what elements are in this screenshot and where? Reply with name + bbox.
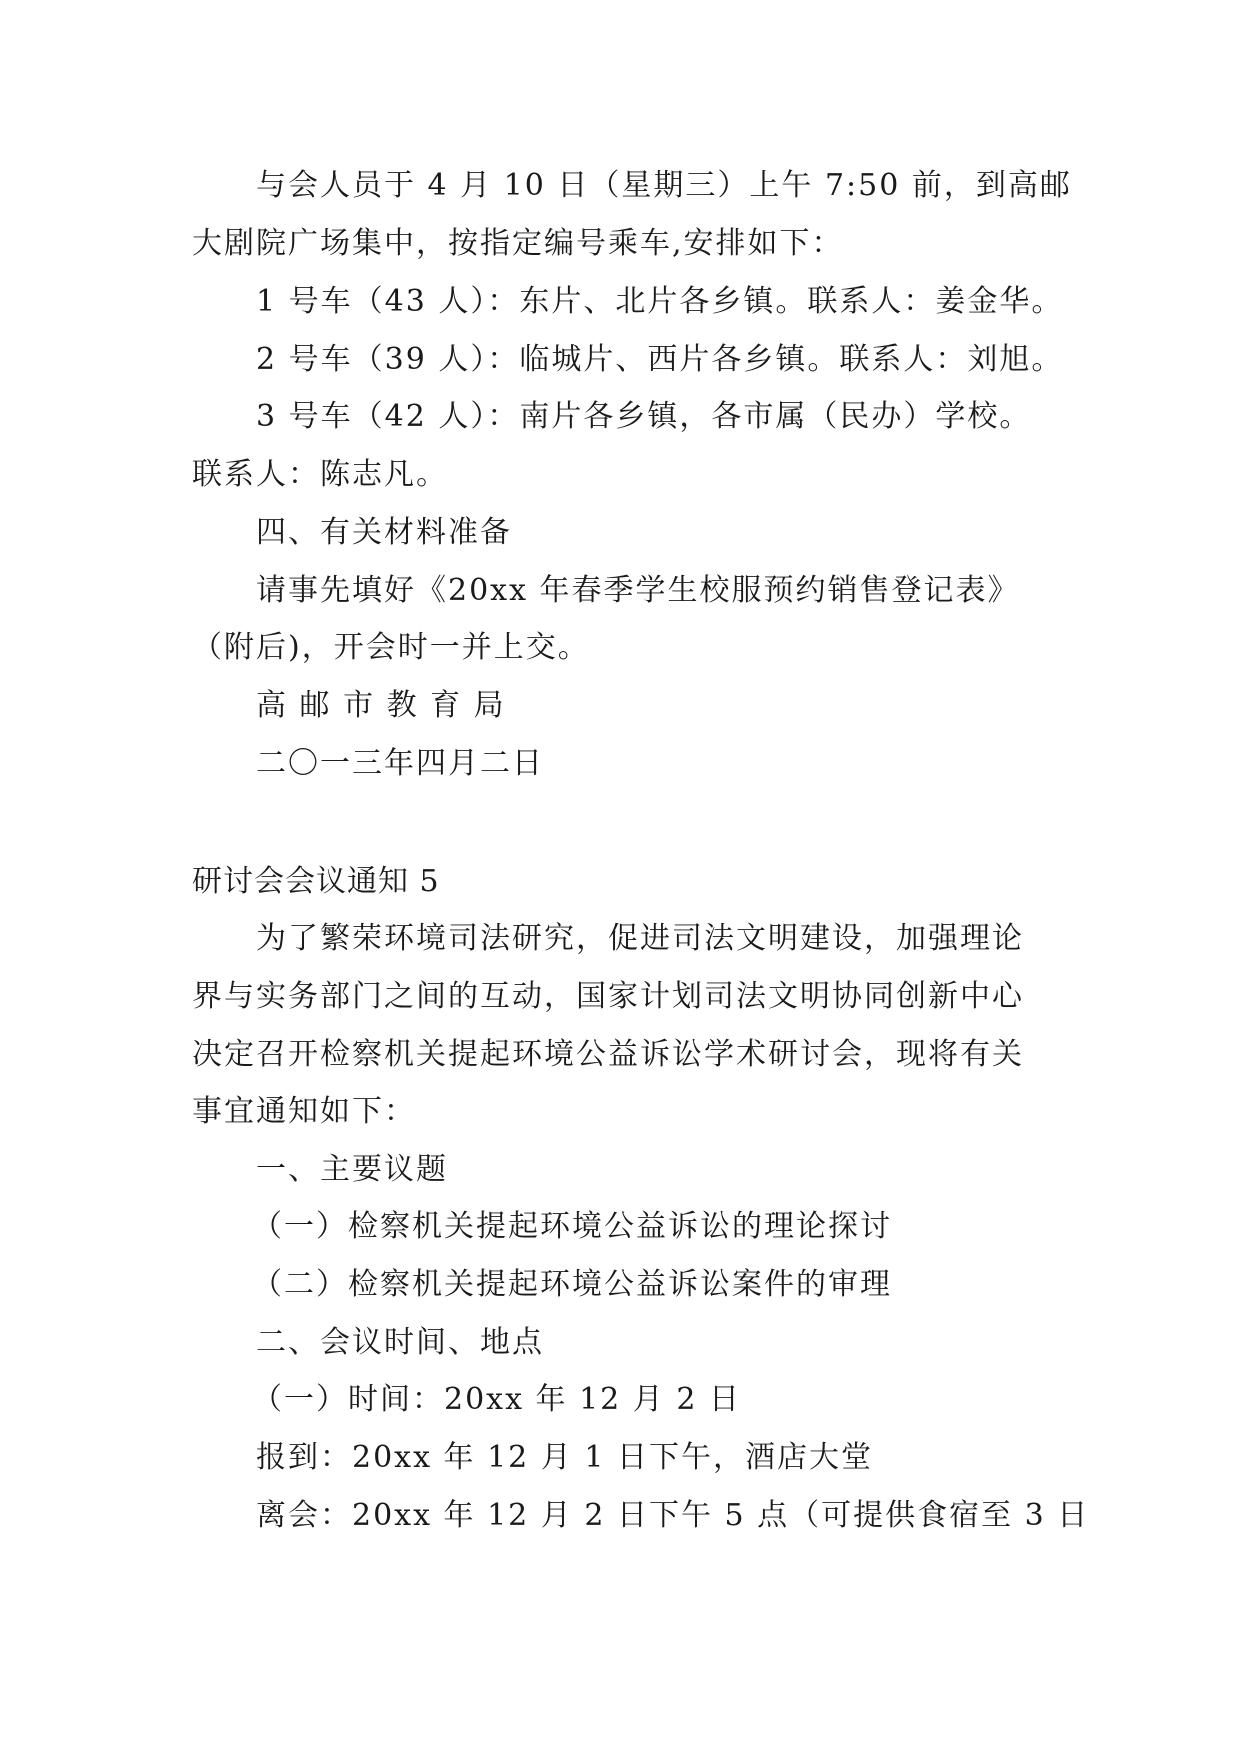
departure-line: 离会：20xx 年 12 月 2 日下午 5 点（可提供食宿至 3 日: [256, 1498, 1090, 1533]
document-title: 研讨会会议通知 5: [192, 864, 440, 899]
bus-1-line: 1 号车（43 人）：东片、北片各乡镇。联系人：姜金华。: [256, 284, 1064, 319]
bus-3-line: 3 号车（42 人）：南片各乡镇，各市属（民办）学校。: [256, 399, 1032, 434]
section-heading: 四、有关材料准备: [256, 515, 512, 550]
paragraph-line: 与会人员于 4 月 10 日（星期三）上午 7:50 前，到高邮: [256, 168, 1072, 203]
paragraph-line: 大剧院广场集中，按指定编号乘车,安排如下：: [192, 226, 844, 261]
agenda-item: （一）检察机关提起环境公益诉讼的理论探讨: [252, 1209, 892, 1244]
section-heading: 一、主要议题: [256, 1152, 448, 1187]
time-line: （一）时间：20xx 年 12 月 2 日: [252, 1382, 741, 1417]
paragraph-line: 界与实务部门之间的互动，国家计划司法文明协同创新中心: [192, 979, 1024, 1014]
paragraph-line: 事宜通知如下：: [192, 1094, 416, 1129]
paragraph-line: 决定召开检察机关提起环境公益诉讼学术研讨会，现将有关: [192, 1037, 1024, 1072]
paragraph-line: 请事先填好《20xx 年春季学生校服预约销售登记表》: [256, 573, 1020, 608]
paragraph-line: 联系人：陈志凡。: [192, 457, 448, 492]
signature-organization: 高 邮 市 教 育 局: [256, 688, 506, 723]
paragraph-line: （附后)，开会时一并上交。: [192, 630, 590, 665]
bus-2-line: 2 号车（39 人）：临城片、西片各乡镇。联系人：刘旭。: [256, 342, 1064, 377]
paragraph-line: 为了繁荣环境司法研究，促进司法文明建设，加强理论: [256, 921, 1024, 956]
registration-line: 报到：20xx 年 12 月 1 日下午，酒店大堂: [256, 1440, 873, 1475]
agenda-item: （二）检察机关提起环境公益诉讼案件的审理: [252, 1267, 892, 1302]
signature-date: 二〇一三年四月二日: [256, 746, 544, 781]
section-heading: 二、会议时间、地点: [256, 1325, 544, 1360]
